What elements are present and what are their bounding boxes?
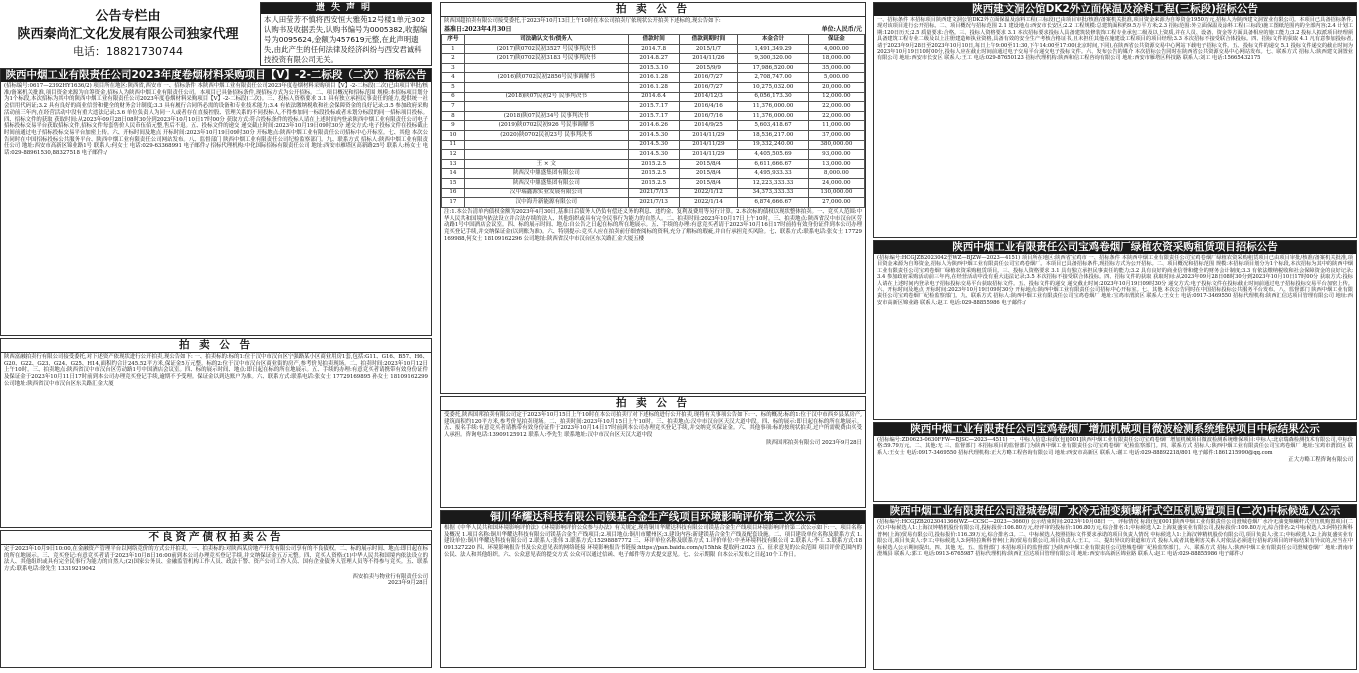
eia-notice-title: 铜川华耀达科技有限公司镁基合金生产线项目环境影响评价第二次公示 bbox=[441, 511, 865, 524]
table-cell: 2022/1/14 bbox=[679, 198, 738, 208]
bad-debt-auction-sign: 西安拍卖与物业行有限责任公司 2023年9月28日 bbox=[352, 573, 428, 587]
table-cell: 22,000.00 bbox=[808, 102, 864, 112]
table-cell: 19,332,240.00 bbox=[738, 140, 808, 150]
table-row bbox=[442, 131, 865, 141]
table-cell: 2,708,747.00 bbox=[738, 73, 808, 83]
table-cell: 2015.3.10 bbox=[628, 63, 679, 73]
auction-notice-4-sign: 陕西国邦拍卖有限公司 2023年9月28日 bbox=[766, 439, 862, 446]
baoji-award-body: (招标编号:ZD0623-0630FFW—BJSC—2023—4511) 一、中标人信息:标段(包)[001]陕西中烟工业有限责任公司宝鸡卷烟厂增加机械项目微波检测系统维保项目:中标人:北京瑞森检测技术有限公司,中标价格:59.79万元。二、其他:无 三、监督部门 本招标项目的监督部门为陕西中烟工业有限责任公司宝鸡卷烟厂纪检监察部门。四、联系方式 招标人:陕西中烟工业有限责任公司宝鸡卷烟厂 地址:宝鸡市渭滨区 联系人:王女士 电话:0917-3469550 招标代理机构:正大方略工程咨询有限公司 地址:西安市高新区 联系人:谢工 电话:029-88892218/801 电子邮件:1861215990@qq.com bbox=[877, 437, 1353, 456]
table-cell: 17 bbox=[442, 198, 465, 208]
table-cell: 2014/9/25 bbox=[679, 121, 738, 131]
table-cell: 2015.7.17 bbox=[628, 111, 679, 121]
table-cell: 12 bbox=[442, 150, 465, 160]
table-cell: 2014/11/29 bbox=[679, 150, 738, 160]
table-cell: 18,000.00 bbox=[808, 54, 864, 64]
table-cell: 8,000.00 bbox=[808, 169, 864, 179]
table-cell: 王 × 文 bbox=[464, 159, 628, 169]
table-cell: 13 bbox=[442, 159, 465, 169]
auction-notice-4-body: 受委托,陕西国邦拍卖有限公司定于2023年10月15日上午10时在本公司拍卖厅对下述标的进行公开拍卖,现将有关事项公告如下:一、标的概况:标的1:位于汉中市西乡县某房产,建筑面积约120平方米,参考价见拍卖现场。二、拍卖时间:2023年10月15日上午10时。三、拍卖地点:汉中市汉台区天汉大道中段。四、标的展示:即日起在标的所在地展示。五、报名手续:有意竞买者请携带有效身份证件于2023年10月14日17时前到本公司办理竞买登记手续,并交纳竞买保证金。六、其他事项:标的按现状拍卖,过户所需税费由买受人承担。咨询电话:13909125912 联系人:李先生 联系地址:汉中市汉台区天汉大道中段 bbox=[444, 412, 862, 439]
table-header-cell: 司法确认文书/债务人 bbox=[464, 34, 628, 44]
table-cell: (2018)陕07民初34号 民事判决书 bbox=[464, 111, 628, 121]
table-cell: 2015.7.17 bbox=[628, 102, 679, 112]
table-cell: 5 bbox=[442, 83, 465, 93]
table-cell: (2017)陕0702民初3527 号民事判决书 bbox=[464, 44, 628, 54]
table-cell bbox=[464, 63, 628, 73]
auction-notice-1 bbox=[0, 338, 432, 528]
table-cell: 20,000.00 bbox=[808, 83, 864, 93]
lost-notice-text: 本人田莹芳不慎将西安恒大雅苑12号楼1单元302认购书及收据丢失,认购书编号为0005382,收据编号为0095624,金额为457619元整,在此声明遗失,由此产生的任何法律及经济纠纷与西安君诚科技投资有限公司无关。 bbox=[264, 15, 428, 64]
agency-ad-line2: 陕西秦尚汇文化发展有限公司独家代理 bbox=[17, 27, 239, 42]
baoji-tender-title: 陕西中烟工业有限责任公司宝鸡卷烟厂绿植农资采购租赁项目招标公告 bbox=[874, 241, 1356, 254]
table-row bbox=[442, 198, 865, 208]
table-cell: 16 bbox=[442, 188, 465, 198]
table-row bbox=[442, 169, 865, 179]
table-cell: 汉中海升新能源有限公司 bbox=[464, 198, 628, 208]
table-cell: 2014/11/29 bbox=[679, 131, 738, 141]
table-cell: 2014.5.30 bbox=[628, 131, 679, 141]
table-cell: (2018)陕07民初2号 民事判决书 bbox=[464, 92, 628, 102]
table-cell: 37,000.00 bbox=[808, 131, 864, 141]
table-cell: 2015.2.5 bbox=[628, 169, 679, 179]
agency-ad bbox=[0, 2, 256, 66]
table-cell: 7 bbox=[442, 102, 465, 112]
debt-auction-notice bbox=[440, 2, 866, 394]
bad-debt-auction-title: 不良资产债权拍卖公告 bbox=[1, 531, 431, 545]
table-cell: 2016.1.28 bbox=[628, 83, 679, 93]
column-left bbox=[0, 0, 432, 673]
table-cell: 9,300,320.00 bbox=[738, 54, 808, 64]
table-row bbox=[442, 102, 865, 112]
table-cell: 12,223,333.33 bbox=[738, 179, 808, 189]
table-cell: 2014/11/26 bbox=[679, 54, 738, 64]
eia-notice-body: 根据《中华人民共和国环境影响评价法》《环境影响评价公众参与办法》有关规定,现将铜川华耀达科技有限公司镁基合金生产线项目环境影响评价第二次公示如下:一、项目名称及概况 1.项目名称:铜川华耀达科技有限公司镁基合金生产线项目;2.项目地点:铜川市耀州区;3.建设内容:新建镁基合金生产线及配套设施。二、项目建设单位名称及联系方式 1.建设单位:铜川华耀达科技有限公司 2.联系人:张伟 3.联系方式:15298887772 三、环评单位名称及联系方式 1.评价单位:中圣环境科技有限公司 2.联系人:李工 3.联系方式:18091327220 四、环境影响报告书及公众意见表的网络链接 环境影响报告书链接:https://pan.baidu.com/s/15hhk 提取码:2023 五、征求意见的公众范围 项目评价范围内的公民、法人和其他组织。六、公众意见表的提交方式 公众可以通过信函、电子邮件等方式提交意见。七、公示期限 自本公示发布之日起10个工作日。 bbox=[444, 525, 862, 558]
table-row bbox=[442, 83, 865, 93]
table-cell: 5,603,418.67 bbox=[738, 121, 808, 131]
table-cell: 2014.5.30 bbox=[628, 150, 679, 160]
table-cell: 2021/7/13 bbox=[628, 188, 679, 198]
table-cell: 6,611,666.67 bbox=[738, 159, 808, 169]
table-cell: 2015/1/7 bbox=[679, 44, 738, 54]
baoji-tender-body: (招标编号:HCGJZB2023042型WZ—BJZW—2023—4151) 项目所在地区:陕西省宝鸡市 一、招标条件 本陕西中烟工业有限责任公司宝鸡卷烟厂绿植农资采购租赁项目已由项目审批/核准/备案机关批准,项目资金来源为自筹资金,招标人为陕西中烟工业有限责任公司宝鸡卷烟厂。本项目已具备招标条件,现招标方式为公开招标。二、项目概况和招标范围 规模:本招标项目划分为1个标段,本次招标为其中的陕西中烟工业有限责任公司宝鸡卷烟厂绿植农资采购租赁项目。三、投标人资格要求 3.1 具有独立承担民事责任的能力;3.2 具有良好的商业信誉和健全的财务会计制度;3.3 有依法缴纳税收和社会保障资金的良好记录;3.4 参加政府采购活动前三年内,在经营活动中没有重大违法记录;3.5 本次招标不接受联合体投标。四、招标文件的获取 获取时间:从2023年09月28日08时30分到2023年10月10日17时00分 获取方式:投标人请在上述时间内登录电子招标投标交易平台获取招标文件。五、投标文件的递交 递交截止时间:2023年10月19日09时30分 递交方式:电子投标文件在投标截止时间前通过电子招标投标交易平台加密上传。六、开标时间及地点 开标时间:2023年10月19日09时30分 开标地点:陕西中烟工业有限责任公司招标中心开标室。七、其他 本次公告同时在中国招标投标公共服务平台发布。八、监督部门 陕西中烟工业有限责任公司宝鸡卷烟厂纪检监察部门。九、联系方式 招标人:陕西中烟工业有限责任公司宝鸡卷烟厂 地址:宝鸡市渭滨区 联系人:王女士 电话:0917-3469550 招标代理机构:陕西汇信达项目管理有限公司 地址:西安市高新区锦业路 联系人:赵工 电话:029-88855986 电子邮件:/ bbox=[877, 255, 1353, 306]
table-cell: 6 bbox=[442, 92, 465, 102]
table-cell: 2015/8/4 bbox=[679, 159, 738, 169]
table-cell: 93,000.00 bbox=[808, 150, 864, 160]
auction-notice-4-title: 拍 卖 公 告 bbox=[441, 397, 865, 411]
table-header-cell: 借款到期时间 bbox=[679, 34, 738, 44]
table-header-cell: 保证金 bbox=[808, 34, 864, 44]
table-cell: 2022/1/12 bbox=[679, 188, 738, 198]
table-row bbox=[442, 179, 865, 189]
table-cell: (2020)陕0702民初23号 民事判决书 bbox=[464, 131, 628, 141]
table-cell bbox=[464, 140, 628, 150]
table-cell: 2014.5.30 bbox=[628, 140, 679, 150]
auction-notice-4 bbox=[440, 396, 866, 508]
table-cell: 2016.1.28 bbox=[628, 73, 679, 83]
table-cell: 4 bbox=[442, 73, 465, 83]
debt-auction-meta bbox=[441, 26, 865, 34]
baoji-award-title: 陕西中烟工业有限责任公司宝鸡卷烟厂增加机械项目微波检测系统维保项目中标结果公示 bbox=[874, 423, 1356, 436]
bad-debt-auction-body: 定于2023年10月9日10:00,在金融资产管理平台以网络竞价的方式公开拍卖。一、拍卖标的:对陕西某房地产开发有限公司享有的不良债权。二、标的展示时间、地点:即日起在标的所在地展示。三、竞买登记:有意竞买者请于2023年10月8日16:00前到本公司办理竞买登记手续,并交纳保证金五万元整。四、竞买人资格:(1)中华人民共和国境内依法设立的法人、其他组织或具有完全民事行为能力的自然人;(2)国家公务员、金融监管机构工作人员、政法干警、资产公司工作人员、国有企业债务人管理人员等不得参与竞买。五、联系方式:联系电话:徐先生 13319219042 bbox=[4, 546, 428, 573]
table-cell: 10,275,032.00 bbox=[738, 83, 808, 93]
chengcheng-candidate-body: (招标编号:HCGJZB2023041366(WZ—CCSC—2023—3660)) 公示结束时间:2023年10月08日 一、评标情况 标段(包)[001]陕西中烟工业有限责任公司澄城卷烟厂水冷无油变频螺杆式空压机购置项目(二次):中标候选人1:上海汉钟精机股份有限公司,投标报价:106.80万元,经评审的投标价:106.80万元,综合排名:1;中标候选人2:上海复盛实业有限公司,投标报价:109.80万元,综合排名:2;中标候选人3:阿特拉斯科普柯(上海)贸易有限公司,投标报价:116.39万元,综合排名:3。二、中标候选人按照招标文件要求承诺的项目负责人情况 中标候选人1:上海汉钟精机股份有限公司,项目负责人:张工;中标候选人2:上海复盛实业有限公司,项目负责人:李工;中标候选人3:阿特拉斯科普柯(上海)贸易有限公司,项目负责人:王工。三、提出异议的渠道和方式 投标人或者其他利害关系人对依法必须进行招标的项目的评标结果有异议的,应当在中标候选人公示期间提出。四、其他 无。五、监督部门 本招标项目的监督部门为陕西中烟工业有限责任公司澄城卷烟厂纪检监察部门。六、联系方式 招标人:陕西中烟工业有限责任公司澄城卷烟厂 地址:渭南市澄城县 联系人:郭工 电话:0913-6765987 招标代理机构:陕西汇信达项目管理有限公司 地址:西安市高新区锦业路 联系人:赵工 电话:029-88855986 电子邮件:/ bbox=[877, 519, 1353, 558]
column-right bbox=[873, 0, 1357, 673]
table-row bbox=[442, 44, 865, 54]
table-cell: 2016/4/16 bbox=[679, 102, 738, 112]
table-row bbox=[442, 63, 865, 73]
table-cell: 陕西汉中鼎盛集团有限公司 bbox=[464, 169, 628, 179]
table-cell: 2016/7/27 bbox=[679, 73, 738, 83]
table-cell: 35,000.00 bbox=[808, 63, 864, 73]
table-cell: 27,000.00 bbox=[808, 198, 864, 208]
table-cell: 15 bbox=[442, 179, 465, 189]
table-cell: 2021/7/13 bbox=[628, 198, 679, 208]
table-header-cell: 序号 bbox=[442, 34, 465, 44]
table-cell: 2014/11/29 bbox=[679, 140, 738, 150]
header-ad-row bbox=[0, 2, 432, 66]
table-header-cell: 借款时间 bbox=[628, 34, 679, 44]
debt-assets-table bbox=[441, 34, 865, 208]
table-row bbox=[442, 121, 865, 131]
table-cell: 4,495,933.33 bbox=[738, 169, 808, 179]
table-cell: 2014.6.26 bbox=[628, 121, 679, 131]
table-row bbox=[442, 111, 865, 121]
table-cell: 130,000.00 bbox=[808, 188, 864, 198]
table-cell: (2016)陕0702民初2856号民事调解书 bbox=[464, 73, 628, 83]
table-cell: 6,874,666.67 bbox=[738, 198, 808, 208]
table-row bbox=[442, 140, 865, 150]
table-cell bbox=[464, 83, 628, 93]
table-cell: 12,000.00 bbox=[808, 92, 864, 102]
table-cell: 2014.6.4 bbox=[628, 92, 679, 102]
baoji-award-sign: 正大方略工程咨询有限公司 bbox=[1288, 457, 1353, 464]
table-cell: 18,536,217.00 bbox=[738, 131, 808, 141]
facade-tender-body: 一、招标条件 本招标项目陕西建文洞公馆DK2外立面保温及涂料工程(三标段)已由项目审批/核准/备案机关批准,项目资金来源为自筹资金1950万元,招标人为陕西建文洞置业有限公司。本项目已具备招标条件,现对该项目进行公开招标。二、项目概况与招标范围 2.1 建设地点:西安市长安区;2.2 工程规模:总建筑面积约9.5万平方米;2.3 招标范围:外立面保温及涂料工程(三标段)施工图纸范围内的全部内容;2.4 计划工期:120日历天;2.5 质量要求:合格。三、投标人资格要求 3.1 本次招标要求投标人具备建筑装修装饰工程专业承包二级及以上资质,并在人员、设备、资金等方面具备相应的施工能力;3.2 投标人拟派项目经理须具备建筑工程专业二级及以上注册建造师执业资格,具备有效的安全生产考核合格证书,且未担任其他在施建设工程项目的项目经理;3.3 本次招标不接受联合体投标。四、招标文件的获取 4.1 凡有意参加投标者,请于2023年9月28日至2023年10月10日,每日上午9:00至11:30,下午14:00至17:00(北京时间,下同),在陕西省公共资源交易中心网站下载电子招标文件。五、投标文件的递交 5.1 投标文件递交的截止时间为2023年10月19日10时00分,投标人应在截止时间前通过电子交易平台递交电子投标文件。六、发布公告的媒介 本次招标公告同时在陕西省公共资源交易中心网站发布。七、联系方式 招标人:陕西建文洞置业有限公司 地址:西安市长安区 联系人:王工 电话:029-87650123 招标代理机构:陕西和信工程咨询有限公司 地址:西安市雁塔区科技路 联系人:刘工 电话:15665432175 bbox=[877, 17, 1353, 62]
table-cell: 17,986,520.00 bbox=[738, 63, 808, 73]
table-cell: 11,376,000.00 bbox=[738, 111, 808, 121]
table-row bbox=[442, 54, 865, 64]
auction-notice-1-body: 陕西富融拍卖行有限公司接受委托,对下述资产依现状进行公开拍卖,现公告如下: 一、拍卖标的:标的1:位于汉中市汉台区宁强路某小区商业用房1套,包括:G11、G16、B57、H6、G20、G22、G23、G24、G25、H14,面积约合计245.52平方米,保证金5万元整。标的2:位于汉中市汉台区商业街的房产,参考价见拍卖现场。二、拍卖时间:2023年10月12日上午10时。三、拍卖地点:陕西省汉中市汉台区劳动路1号中国酒店会议室。四、标的展示时间、地点:即日起在标的所在地展示。五、手续的办理:有意竞买者请携带有效身份证件及保证金于2023年10月11日17时前到本公司办理竞买登记手续,逾期不予受理。保证金以到达账户为准。六、联系方式:联系电话:张女士 17729169895 孙女士 18109162299 公司地址:陕西省汉中市汉台区东关路汇金大厦 bbox=[4, 354, 428, 387]
table-cell: 11,000.00 bbox=[808, 121, 864, 131]
table-cell: 5,000.00 bbox=[808, 73, 864, 83]
table-cell: 9 bbox=[442, 121, 465, 131]
table-cell: 陕西汉中鼎盛集团有限公司 bbox=[464, 179, 628, 189]
table-cell: 2015/8/4 bbox=[679, 179, 738, 189]
agency-ad-line1: 公告专栏由 bbox=[95, 9, 161, 24]
table-header-cell: 本金合计 bbox=[738, 34, 808, 44]
table-cell: 8 bbox=[442, 111, 465, 121]
table-cell: 13,000.00 bbox=[808, 159, 864, 169]
agency-ad-phone: 电话：18821730744 bbox=[73, 45, 183, 58]
bad-debt-auction bbox=[0, 530, 432, 668]
table-cell: 14 bbox=[442, 169, 465, 179]
debt-auction-title: 拍 卖 公 告 bbox=[441, 3, 865, 17]
table-cell: 2015/9/9 bbox=[679, 63, 738, 73]
tender-notice-1-body: (招标编号:0617—2392HY1636/2) 项目所在地区:陕西省,西安市 一、招标条件 本陕西中烟工业有限责任公司2023年度卷烟材料采购项目【Ⅴ】-2-二标段(二次)已由项目审批/核准/备案机关批准,项目资金来源为自筹资金,招标人为陕西中烟工业有限责任公司。本项目已具备招标条件,现招标方式为公开招标。二、项目概况和招标范围 规模:本招标项目划分为1个标段,本次招标为其中的陕西中烟工业有限责任公司2023年度卷烟材料采购项目【Ⅴ】-2-二标段(二次)。三、投标人资格要求 3.1 具有独立承担民事责任的能力,提供统一社会信用代码证;3.2 具有良好的商业信誉和健全的财务会计制度;3.3 具有履行合同所必需的设备和专业技术能力;3.4 有依法缴纳税收和社会保障资金的良好记录;3.5 参加政府采购活动前三年内,在经营活动中没有重大违法记录;3.6 单位负责人为同一人或者存在直接控股、管理关系的不同投标人,不得参加同一标段投标或者未划分标段的同一招标项目投标。四、招标文件的获取 获取时间:从2023年09月28日08时30分到2023年10月10日17时00分 获取方式:符合投标条件的投标人请在上述时间内登录陕西中烟工业有限责任公司电子招标投标交易平台获取招标文件,招标文件每套售价人民币伍佰元整,售后不退。五、投标文件的递交 递交截止时间:2023年10月19日09时30分 递交方式:电子投标文件在投标截止时间前通过电子招标投标交易平台加密上传。六、开标时间及地点 开标时间:2023年10月19日09时30分 开标地点:陕西中烟工业有限责任公司招标中心开标室。七、其他 本次公告同时在中国招标投标公共服务平台、陕西中烟工业有限责任公司网站发布。八、监督部门 陕西中烟工业有限责任公司纪检监察部门。九、联系方式 招标人:陕西中烟工业有限责任公司 地址:西安市高新区锦业路1号 联系人:何女士 电话:029-63368991 电子邮件:/ 招标代理机构:中化国际招标有限责任公司 地址:西安市雁塔区高新路25号 联系人:杨女士 电话:029-88961530,88327518 电子邮件:/ bbox=[4, 83, 428, 157]
tender-notice-1-title: 陕西中烟工业有限责任公司2023年度卷烟材料采购项目【Ⅴ】-2-二标段（二次）招标公告 bbox=[1, 69, 431, 82]
table-cell: 2014.7.8 bbox=[628, 44, 679, 54]
table-cell: (2019)陕0702民初926 号民事调解书 bbox=[464, 121, 628, 131]
lost-notice bbox=[260, 2, 432, 66]
table-cell: 汉中瑞鑫源实业发展有限公司 bbox=[464, 188, 628, 198]
auction-notice-1-title: 拍 卖 公 告 bbox=[1, 339, 431, 353]
chengcheng-candidate-title: 陕西中烟工业有限责任公司澄城卷烟厂水冷无油变频螺杆式空压机购置项目(二次)中标候选人公示 bbox=[874, 505, 1356, 518]
debt-auction-body: 注:1.本公告清单内债权金额为2023年4月30日,基准日后债务人仍负有偿还义务的利息、违约金、复利及费用等另行计算。2.本次标的债权以现状整体拍卖。一、竞买人范围:中华人民共和国境内依法设立并合法存续的法人、其他组织或具有完全民事行为能力的自然人。二、拍卖时间:2023年10月17日上午10时。三、拍卖地点:陕西省汉中市汉台区劳动路1号中国酒店会议室。四、标的展示时间、地点:自公告之日起在标的所在地展示。五、手续的办理:有意竞买者请于2023年10月16日17时前持有效身份证件到本公司办理竞买登记手续,并交纳保证金(以到账为准)。六、特别提示:竞买人应在拍卖前仔细查阅标的资料,充分了解标的瑕疵,并自行承担竞买风险。七、联系方式:联系电话:张女士 17729169988,何女士 18109162296 公司地址:陕西省汉中市汉台区东关路汇金大厦五楼 bbox=[444, 208, 862, 242]
table-cell: 2015.2.5 bbox=[628, 159, 679, 169]
table-cell: 3 bbox=[442, 63, 465, 73]
table-cell bbox=[464, 150, 628, 160]
tender-notice-1 bbox=[0, 68, 432, 336]
table-cell: 1,491,349.29 bbox=[738, 44, 808, 54]
table-cell: 24,000.00 bbox=[808, 179, 864, 189]
chengcheng-candidate-notice bbox=[873, 504, 1357, 670]
table-row bbox=[442, 73, 865, 83]
table-cell: 2014.8.27 bbox=[628, 54, 679, 64]
baoji-award-notice bbox=[873, 422, 1357, 502]
table-row bbox=[442, 92, 865, 102]
table-row bbox=[442, 159, 865, 169]
table-cell: 22,000.00 bbox=[808, 111, 864, 121]
table-cell bbox=[464, 102, 628, 112]
table-cell: 10 bbox=[442, 131, 465, 141]
facade-tender-title: 陕西建文洞公馆DK2外立面保温及涂料工程(三标段)招标公告 bbox=[874, 3, 1356, 16]
column-middle bbox=[440, 0, 866, 673]
lost-notice-title: 遗失声明 bbox=[261, 3, 431, 14]
table-row bbox=[442, 188, 865, 198]
table-cell: 4,405,505.69 bbox=[738, 150, 808, 160]
baoji-tender-notice bbox=[873, 240, 1357, 420]
table-cell: 34,373,333.33 bbox=[738, 188, 808, 198]
table-cell: (2017)陕0702民初3183 号民事判决书 bbox=[464, 54, 628, 64]
table-cell: 380,000.00 bbox=[808, 140, 864, 150]
table-cell: 4,000.00 bbox=[808, 44, 864, 54]
table-cell: 2 bbox=[442, 54, 465, 64]
table-cell: 6,056,173.30 bbox=[738, 92, 808, 102]
table-cell: 2016/7/16 bbox=[679, 111, 738, 121]
table-cell: 2014/12/3 bbox=[679, 92, 738, 102]
eia-notice bbox=[440, 510, 866, 668]
debt-auction-currency: 单位:人民币/元 bbox=[821, 25, 862, 33]
debt-auction-intro: 陕西国超拍卖有限公司接受委托,于2023年10月13日上午10时在本公司拍卖厅依现状公开拍卖下述标的,现公告如下: bbox=[444, 18, 721, 24]
table-cell: 11,376,000.00 bbox=[738, 102, 808, 112]
table-row bbox=[442, 150, 865, 160]
table-cell: 11 bbox=[442, 140, 465, 150]
debt-auction-basis: 基准日:2023年4月30日 bbox=[444, 25, 512, 33]
table-cell: 2015.2.5 bbox=[628, 179, 679, 189]
table-cell: 2015/8/4 bbox=[679, 169, 738, 179]
table-cell: 2016/7/27 bbox=[679, 83, 738, 93]
facade-tender-notice bbox=[873, 2, 1357, 238]
table-cell: 1 bbox=[442, 44, 465, 54]
